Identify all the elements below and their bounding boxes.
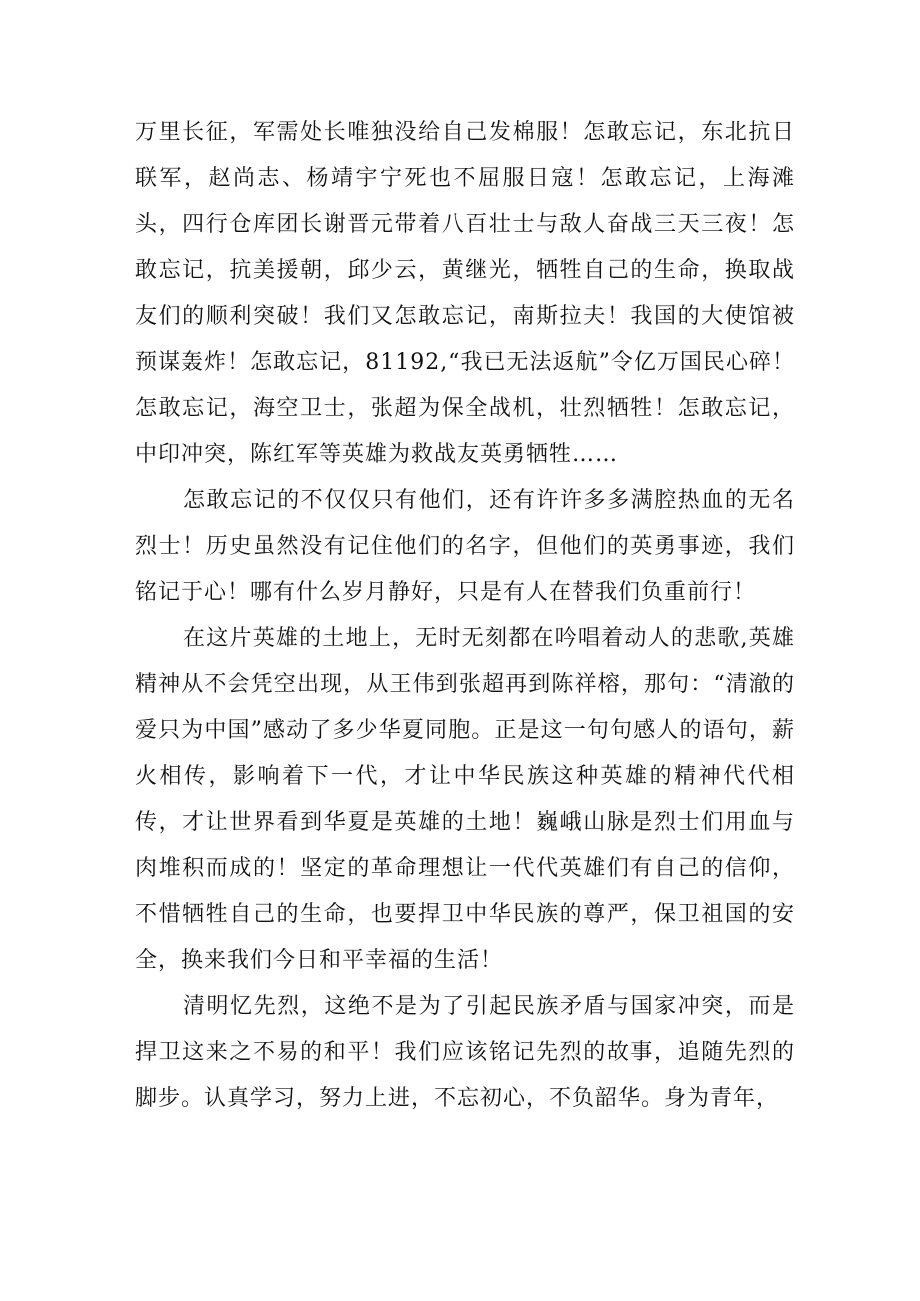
document-body [135, 110, 795, 1122]
paragraph-unnamed-martyrs: 怎敢忘记的不仅仅只有他们，还有许许多多满腔热血的无名烈士！历史虽然没有记住他们的名字，但他们的英勇事迹，我们铭记于心！哪有什么岁月静好，只是有人在替我们负重前行！ [135, 488, 795, 605]
paragraph-qingming: 清明忆先烈，这绝不是为了引起民族矛盾与国家冲突，而是捍卫这来之不易的和平！我们应该铭记先烈的故事，追随先烈的脚步。认真学习，努力上进，不忘初心，不负韶华。身为青年， [135, 994, 795, 1111]
paragraph-heroic-land: 在这片英雄的土地上，无时无刻都在吟唱着动人的悲歌,英雄精神从不会凭空出现，从王伟到张超再到陈祥榕，那句：“清澈的爱只为中国”感动了多少华夏同胞。正是这一句句感人的语句，薪火相传，影响着下一代，才让中华民族这种英雄的精神代代相传，才让世界看到华夏是英雄的土地！巍峨山脉是烈士们用血与肉堆积而成的！坚定的革命理想让一代代英雄们有自己的信仰，不惜牺牲自己的生命，也要捍卫中华民族的尊严，保卫祖国的安全，换来我们今日和平幸福的生活！ [135, 626, 795, 973]
paragraph-continued: 万里长征，军需处长唯独没给自己发棉服！怎敢忘记，东北抗日联军，赵尚志、杨靖宇宁死也不屈服日寇！怎敢忘记，上海滩头，四行仓库团长谢晋元带着八百壮士与敌人奋战三天三夜！怎敢忘记，抗美援朝，邱少云，黄继光，牺牲自己的生命，换取战友们的顺利突破！我们又怎敢忘记，南斯拉夫！我国的大使馆被预谋轰炸！怎敢忘记，81192,“我已无法返航”令亿万国民心碎！怎敢忘记，海空卫士，张超为保全战机，壮烈牺牲！怎敢忘记，中印冲突，陈红军等英雄为救战友英勇牺牲…… [135, 120, 795, 467]
